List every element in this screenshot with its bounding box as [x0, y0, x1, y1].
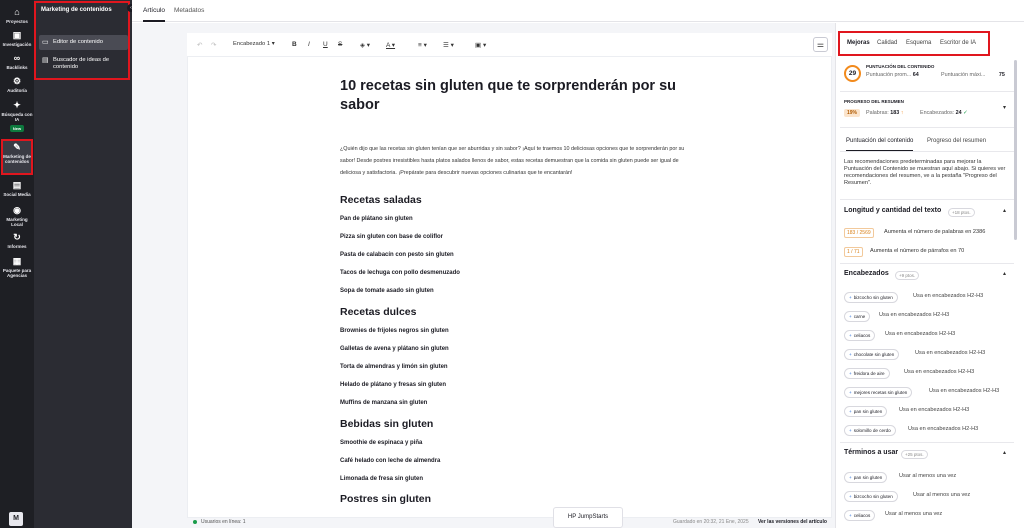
tab-bar	[132, 0, 1024, 22]
rail-item-agencias[interactable]	[0, 256, 34, 278]
editor-toolbar	[187, 33, 832, 57]
bold-button[interactable]: B	[292, 41, 297, 48]
term-advice: Usar al menos una vez	[885, 511, 943, 517]
chevron-up-icon[interactable]: ▴	[1003, 208, 1007, 214]
keyword-chip-label: pan sin gluten	[853, 409, 883, 414]
sparkles-icon: ✦	[13, 100, 21, 110]
chevron-up-icon[interactable]: ▴	[1003, 271, 1007, 277]
divider	[840, 151, 1014, 152]
recipe-heading[interactable]: Sopa de tomate asado sin gluten	[340, 288, 434, 294]
strikethrough-button[interactable]: S	[338, 41, 343, 48]
summary-progress-pct: 19%	[844, 109, 860, 117]
subnav-item-label: Buscador de ideas de contenido	[53, 57, 110, 70]
rail-label: Búsqueda con IA	[1, 112, 33, 122]
keyword-advice: Usa en encabezados H2-H3	[908, 426, 979, 432]
recipe-heading[interactable]: Torta de almendras y limón sin gluten	[340, 364, 448, 370]
location-icon: ◉	[13, 205, 21, 215]
research-icon: ▣	[12, 30, 22, 40]
editor-footer	[187, 516, 832, 528]
collapse-sidebar-button[interactable]: ‹	[127, 4, 135, 12]
agency-icon: ▦	[12, 256, 22, 266]
chevron-down-icon[interactable]: ▾	[1003, 105, 1007, 111]
avatar[interactable]: M	[9, 512, 23, 526]
recipe-heading[interactable]: Galletas de avena y plátano sin gluten	[340, 346, 449, 352]
link-icon: ∞	[13, 53, 21, 63]
undo-icon[interactable]: ↶	[197, 42, 203, 49]
plus-icon: +	[849, 475, 852, 480]
keyword-chip-label: chocolate sin gluten	[853, 352, 895, 357]
recipe-heading[interactable]: Tacos de lechuga con pollo desmenuzado	[340, 270, 460, 276]
report-icon: ↻	[13, 232, 21, 242]
plus-icon: +	[849, 352, 852, 357]
summary-progress-label: PROGRESO DEL RESUMEN	[844, 99, 904, 104]
subnav-title: Marketing de contenidos	[41, 7, 112, 13]
tab-summary-progress[interactable]: Progreso del resumen	[927, 138, 987, 144]
versions-link[interactable]: Ver las versiones del artículo	[758, 519, 827, 525]
avg-score-value: 64	[912, 72, 919, 78]
rail-label: Informes	[7, 244, 27, 249]
tab-escritor-ia[interactable]: Escritor de IA	[940, 40, 977, 46]
avg-score-label: Puntuación prom...	[866, 72, 912, 78]
summary-words	[866, 110, 903, 116]
rail-label: Marketing de contenidos	[3, 154, 31, 164]
tab-articulo[interactable]: Artículo	[143, 7, 165, 22]
keyword-advice: Usa en encabezados H2-H3	[885, 331, 956, 337]
headings-section-title[interactable]: Encabezados	[844, 270, 889, 277]
keyword-advice: Usa en encabezados H2-H3	[913, 293, 984, 299]
rail-item-auditoria[interactable]	[0, 76, 34, 93]
keyword-chip-label: carne	[853, 314, 866, 319]
recipe-heading[interactable]: Café helado con leche de almendra	[340, 458, 441, 464]
max-score-label: Puntuación máxi...	[941, 72, 986, 78]
divider	[840, 91, 1014, 92]
rail-item-marketing-contenidos[interactable]	[0, 142, 34, 164]
plus-icon: +	[849, 314, 852, 319]
section-heading[interactable]: Recetas saladas	[340, 194, 422, 206]
rail-label: Social Media	[3, 192, 31, 197]
term-chip[interactable]	[844, 510, 875, 521]
plus-icon: +	[849, 371, 852, 376]
tab-esquema[interactable]: Esquema	[906, 40, 932, 46]
document-icon: ▭	[42, 39, 49, 46]
keyword-chip[interactable]	[844, 368, 890, 379]
max-score	[941, 72, 1005, 78]
tab-calidad[interactable]: Calidad	[877, 40, 898, 46]
recipe-heading[interactable]: Smoothie de espinaca y piña	[340, 440, 423, 446]
term-chip-label: bizcocho sin gluten	[853, 494, 893, 499]
keyword-chip-label: celiacos	[853, 333, 871, 338]
rail-label: Proyectos	[6, 19, 28, 24]
highlight-icon[interactable]: ◈ ▾	[360, 42, 371, 49]
recipe-heading[interactable]: Pizza sin gluten con base de coliflor	[340, 234, 444, 240]
length-section-title[interactable]: Longitud y cantidad del texto	[844, 207, 942, 214]
plus-icon: +	[849, 513, 852, 518]
redo-icon[interactable]: ↷	[211, 42, 217, 49]
recipe-heading[interactable]: Muffins de manzana sin gluten	[340, 400, 428, 406]
arrow-up-icon: ↑	[900, 110, 904, 116]
term-chip-label: pan sin gluten	[853, 475, 883, 480]
recipe-heading[interactable]: Brownies de frijoles negros sin gluten	[340, 328, 449, 334]
italic-button[interactable]: I	[308, 41, 310, 48]
tab-content-score[interactable]: Puntuación del contenido	[846, 138, 913, 152]
saved-status: Guardado en 20:32, 21 Ene, 2025	[673, 519, 749, 525]
settings-sliders-icon[interactable]: ⚌	[813, 37, 828, 52]
rail-label: Investigación	[2, 42, 32, 47]
online-status-dot	[193, 520, 197, 524]
section-heading[interactable]: Postres sin gluten	[340, 493, 432, 505]
heading-select[interactable]: Encabezado 1 ▾	[233, 41, 275, 47]
rail-item-social-media[interactable]	[0, 180, 34, 197]
rail-item-proyectos[interactable]	[0, 7, 34, 24]
content-score-circle: 29	[844, 65, 861, 82]
summary-words-value: 183	[890, 110, 900, 116]
term-chip[interactable]	[844, 472, 887, 483]
keyword-chip[interactable]	[844, 406, 887, 417]
chevron-up-icon[interactable]: ▴	[1003, 450, 1007, 456]
list-icon[interactable]: ☰ ▾	[443, 42, 454, 49]
headings-points: +9 ptos.	[895, 271, 919, 280]
recipe-heading[interactable]: Helado de plátano y fresas sin gluten	[340, 382, 447, 388]
keyword-chip[interactable]	[844, 425, 896, 436]
check-icon: ✓	[963, 110, 968, 116]
keyword-chip-label: mejores recetas sin gluten	[853, 390, 908, 395]
text-color-button[interactable]: A ▾	[386, 42, 396, 49]
online-users: Usuarios en línea: 1	[201, 519, 246, 525]
term-advice: Usar al menos una vez	[913, 492, 971, 498]
keyword-chip[interactable]	[844, 387, 912, 398]
summary-headers-value: 24	[955, 110, 962, 116]
paragraph-advice: Aumenta el número de párrafos en 70	[870, 248, 965, 254]
max-score-value: 75	[998, 72, 1005, 78]
plus-icon: +	[849, 409, 852, 414]
summary-headers	[920, 110, 968, 116]
keyword-chip-label: bizcocho sin gluten	[853, 295, 893, 300]
panel-scrollbar[interactable]	[1014, 60, 1017, 240]
recommendations-info: Las recomendaciones predeterminadas para mejorar la Puntuación del Contenido se muestran aquí abajo. Si quieres ver recomendaciones del resumen, ve a la pestaña "Progreso del Resumen".	[844, 159, 1006, 186]
keyword-chip[interactable]	[844, 292, 898, 303]
divider	[840, 199, 1014, 200]
plus-icon: +	[849, 428, 852, 433]
rail-label: Backlinks	[6, 65, 28, 70]
recipe-heading[interactable]: Limonada de fresa sin gluten	[340, 476, 424, 482]
terms-section-title[interactable]: Términos a usar	[844, 449, 899, 456]
recipe-heading[interactable]: Pan de plátano sin gluten	[340, 216, 413, 222]
home-icon: ⌂	[14, 7, 20, 17]
avg-score	[866, 72, 919, 78]
plus-icon: +	[849, 390, 852, 395]
tab-mejoras[interactable]: Mejoras	[847, 40, 870, 46]
word-counter: 183 / 2569	[844, 228, 874, 238]
terms-points: +25 ptos.	[901, 450, 928, 459]
text-color-glyph: A	[386, 42, 390, 49]
audit-icon: ⚙	[12, 76, 22, 86]
keyword-chip-label: freidora de aire	[853, 371, 885, 376]
summary-words-label: Palabras:	[866, 110, 889, 116]
rail-label: Paquete para Agencias	[2, 268, 32, 278]
document-intro[interactable]: ¿Quién dijo que las recetas sin gluten tenían que ser aburridas y sin sabor? ¡Aquí te traemos 10 deliciosas opciones que te sorprenderán por su sabor! Desde postres irresistibles hasta platos salados llenos de sabor, estas recetas demuestran que la comida sin gluten puede ser igual de deliciosa y satisfactoria. ¡Prepárate para descubrir nuevas opciones culinarias que te encantarán!	[340, 146, 685, 176]
word-advice: Aumenta el número de palabras en 2386	[884, 229, 986, 235]
align-icon[interactable]: ≡ ▾	[418, 42, 427, 49]
plus-icon: +	[849, 333, 852, 338]
term-chip[interactable]	[844, 491, 898, 502]
rail-label: Auditoría	[7, 88, 27, 93]
section-heading[interactable]: Recetas dulces	[340, 306, 417, 318]
main-rail	[0, 0, 34, 528]
rail-item-marketing-local[interactable]	[0, 205, 34, 227]
rail-item-busqueda-ia[interactable]	[0, 100, 34, 132]
keyword-advice: Usa en encabezados H2-H3	[879, 312, 950, 318]
rail-item-informes[interactable]	[0, 232, 34, 249]
social-icon: ▤	[12, 180, 22, 190]
keyword-chip-label: solomillo de cerdo	[853, 428, 891, 433]
divider	[840, 442, 1014, 443]
subnav-item-label: Editor de contenido	[53, 39, 103, 45]
term-chip-label: celiacos	[853, 513, 871, 518]
plus-icon: +	[849, 494, 852, 499]
rail-label: Marketing Local	[6, 217, 28, 227]
keyword-chip[interactable]	[844, 349, 899, 360]
new-badge: New	[10, 125, 24, 132]
recipe-heading[interactable]: Pasta de calabacín con pesto sin gluten	[340, 252, 454, 258]
keyword-advice: Usa en encabezados H2-H3	[904, 369, 975, 375]
divider	[840, 263, 1014, 264]
idea-icon: ▤	[42, 57, 49, 64]
section-heading[interactable]: Bebidas sin gluten	[340, 418, 434, 430]
edit-icon: ✎	[13, 142, 21, 152]
tab-metadatos[interactable]: Metadatos	[174, 7, 205, 14]
plus-icon: +	[849, 295, 852, 300]
keyword-chip[interactable]	[844, 311, 870, 322]
document-title[interactable]: 10 recetas sin gluten que te sorprenderán por su sabor	[340, 78, 677, 113]
keyword-advice: Usa en encabezados H2-H3	[899, 407, 970, 413]
keyword-chip[interactable]	[844, 330, 875, 341]
subnav-item-editor[interactable]	[39, 35, 128, 50]
subnav-item-idea-finder[interactable]	[39, 53, 128, 75]
term-advice: Usar al menos una vez	[899, 473, 957, 479]
jumpstarts-button[interactable]: HP JumpStarts	[553, 507, 623, 528]
divider	[840, 127, 1014, 128]
content-score-label: PUNTUACIÓN DEL CONTENIDO	[866, 64, 935, 69]
rail-item-investigacion[interactable]	[0, 30, 34, 47]
underline-button[interactable]: U	[323, 41, 328, 48]
image-icon[interactable]: ▣ ▾	[475, 42, 487, 49]
paragraph-counter: 1 / 71	[844, 247, 863, 257]
rail-item-backlinks[interactable]	[0, 53, 34, 70]
keyword-advice: Usa en encabezados H2-H3	[915, 350, 986, 356]
length-points: +18 ptos.	[948, 208, 975, 217]
keyword-advice: Usa en encabezados H2-H3	[929, 388, 1000, 394]
heading-select-value: Encabezado 1	[233, 41, 271, 47]
summary-headers-label: Encabezados:	[920, 110, 955, 116]
